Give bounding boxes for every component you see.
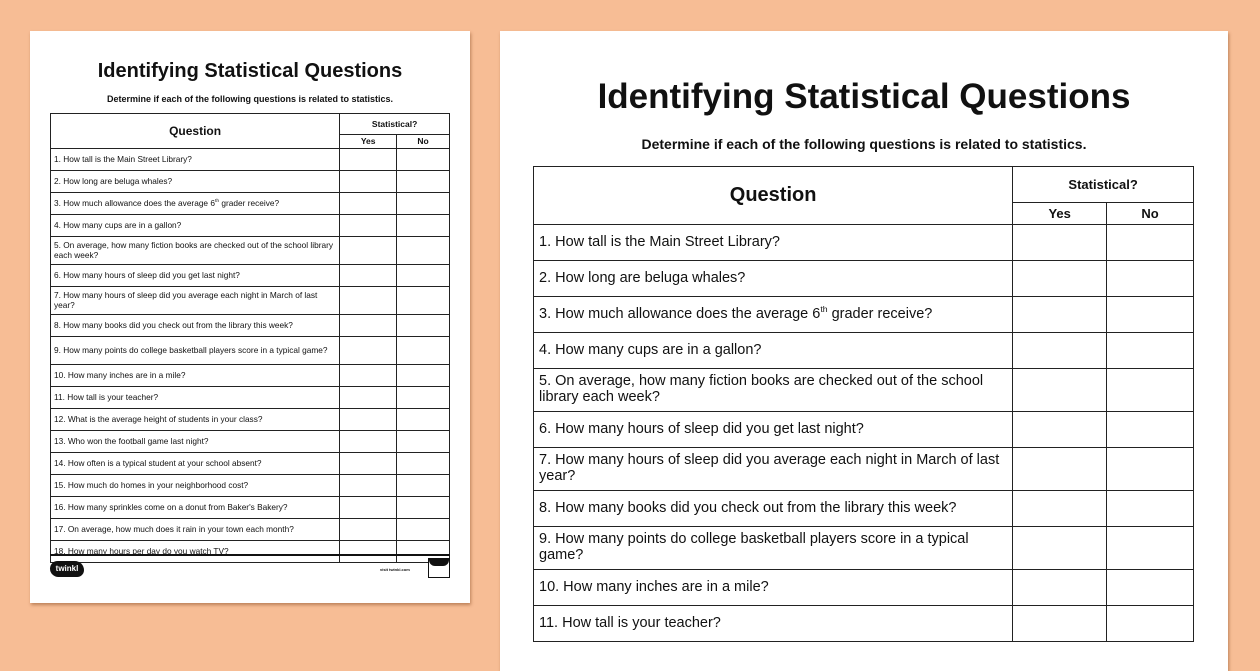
- question-text: 8. How many books did you check out from the library this week?: [534, 491, 1013, 527]
- question-row: [534, 491, 1194, 527]
- no-answer-cell[interactable]: [397, 519, 450, 541]
- yes-answer-cell[interactable]: [340, 149, 397, 171]
- questions-table: [50, 113, 450, 563]
- no-answer-cell[interactable]: [1107, 333, 1194, 369]
- no-answer-cell[interactable]: [397, 365, 450, 387]
- yes-answer-cell[interactable]: [340, 453, 397, 475]
- no-answer-cell[interactable]: [397, 431, 450, 453]
- no-answer-cell[interactable]: [397, 453, 450, 475]
- question-text: 16. How many sprinkles come on a donut from Baker's Bakery?: [51, 497, 340, 519]
- footer-divider: [50, 554, 450, 556]
- question-text: 14. How often is a typical student at your school absent?: [51, 453, 340, 475]
- question-text-part: grader receive?: [219, 197, 280, 208]
- question-row: [534, 527, 1194, 570]
- no-answer-cell[interactable]: [397, 193, 450, 215]
- question-text: 10. How many inches are in a mile?: [51, 365, 340, 387]
- question-text: 1. How tall is the Main Street Library?: [534, 225, 1013, 261]
- question-row: [51, 453, 450, 475]
- ordinal-suffix: th: [214, 198, 220, 205]
- question-column-header: Question: [534, 167, 1013, 225]
- no-answer-cell[interactable]: [397, 215, 450, 237]
- yes-answer-cell[interactable]: [340, 337, 397, 365]
- question-row: [534, 297, 1194, 333]
- questions-table: [533, 166, 1194, 642]
- question-row: [534, 448, 1194, 491]
- question-row: [51, 431, 450, 453]
- statistical-column-header: Statistical?: [1013, 167, 1194, 203]
- question-row: [51, 475, 450, 497]
- no-answer-cell[interactable]: [1107, 448, 1194, 491]
- ordinal-suffix: th: [820, 303, 828, 314]
- question-text: 5. On average, how many fiction books are checked out of the school library each week?: [51, 237, 340, 265]
- yes-answer-cell[interactable]: [340, 387, 397, 409]
- question-row: [51, 387, 450, 409]
- yes-answer-cell[interactable]: [340, 365, 397, 387]
- question-text: 11. How tall is your teacher?: [534, 606, 1013, 642]
- question-text: 4. How many cups are in a gallon?: [534, 333, 1013, 369]
- worksheet-title: Identifying Statistical Questions: [597, 77, 1131, 116]
- yes-answer-cell[interactable]: [1013, 570, 1107, 606]
- yes-answer-cell[interactable]: [340, 265, 397, 287]
- worksheet-instructions: Determine if each of the following questions is related to statistics.: [641, 136, 1087, 152]
- question-text: 6. How many hours of sleep did you get last night?: [51, 265, 340, 287]
- question-text: 11. How tall is your teacher?: [51, 387, 340, 409]
- question-row: [534, 606, 1194, 642]
- yes-answer-cell[interactable]: [340, 541, 397, 563]
- question-row: [51, 315, 450, 337]
- yes-answer-cell[interactable]: [1013, 225, 1107, 261]
- question-text: 9. How many points do college basketball players score in a typical game?: [51, 337, 340, 365]
- no-answer-cell[interactable]: [1107, 412, 1194, 448]
- no-answer-cell[interactable]: [1107, 225, 1194, 261]
- yes-answer-cell[interactable]: [340, 171, 397, 193]
- question-text: 5. On average, how many fiction books are checked out of the school library each week?: [534, 369, 1013, 412]
- no-answer-cell[interactable]: [397, 315, 450, 337]
- question-row: [51, 337, 450, 365]
- question-row: [534, 225, 1194, 261]
- question-text: 1. How tall is the Main Street Library?: [51, 149, 340, 171]
- worksheet-title: Identifying Statistical Questions: [97, 60, 403, 82]
- no-column-header: No: [397, 134, 450, 148]
- quality-badge-icon: [428, 558, 450, 578]
- question-row: [51, 171, 450, 193]
- yes-column-header: Yes: [340, 134, 397, 148]
- question-rows: [534, 225, 1194, 642]
- worksheet-page-enlarged: [500, 31, 1228, 671]
- yes-answer-cell[interactable]: [340, 237, 397, 265]
- question-row: [51, 215, 450, 237]
- no-answer-cell[interactable]: [1107, 261, 1194, 297]
- no-answer-cell[interactable]: [397, 337, 450, 365]
- worksheet-instructions: Determine if each of the following questions is related to statistics.: [106, 94, 394, 104]
- question-row: [534, 261, 1194, 297]
- no-answer-cell[interactable]: [1107, 297, 1194, 333]
- no-answer-cell[interactable]: [397, 387, 450, 409]
- no-column-header: No: [1107, 202, 1194, 224]
- yes-answer-cell[interactable]: [340, 315, 397, 337]
- question-row: [51, 365, 450, 387]
- question-text: [51, 193, 340, 215]
- yes-answer-cell[interactable]: [340, 215, 397, 237]
- question-text: 6. How many hours of sleep did you get last night?: [534, 412, 1013, 448]
- question-text: 4. How many cups are in a gallon?: [51, 215, 340, 237]
- yes-answer-cell[interactable]: [340, 193, 397, 215]
- question-row: [51, 237, 450, 265]
- yes-answer-cell[interactable]: [340, 497, 397, 519]
- worksheet-page-thumbnail: [30, 31, 470, 603]
- yes-answer-cell[interactable]: [1013, 297, 1107, 333]
- question-text: 17. On average, how much does it rain in your town each month?: [51, 519, 340, 541]
- question-text-part: grader receive?: [827, 305, 933, 322]
- question-column-header: Question: [51, 114, 340, 149]
- question-text: 9. How many points do college basketball players score in a typical game?: [534, 527, 1013, 570]
- statistical-column-header: Statistical?: [340, 114, 450, 135]
- no-answer-cell[interactable]: [397, 287, 450, 315]
- question-text: 7. How many hours of sleep did you average each night in March of last year?: [51, 287, 340, 315]
- no-answer-cell[interactable]: [397, 497, 450, 519]
- question-row: [51, 149, 450, 171]
- yes-answer-cell[interactable]: [1013, 491, 1107, 527]
- no-answer-cell[interactable]: [397, 171, 450, 193]
- question-text: 7. How many hours of sleep did you average each night in March of last year?: [534, 448, 1013, 491]
- yes-answer-cell[interactable]: [1013, 448, 1107, 491]
- question-row: [51, 409, 450, 431]
- question-row: [534, 333, 1194, 369]
- yes-answer-cell[interactable]: [340, 475, 397, 497]
- question-text: 18. How many hours per day do you watch TV?: [51, 541, 340, 563]
- no-answer-cell[interactable]: [397, 149, 450, 171]
- question-text: 2. How long are beluga whales?: [534, 261, 1013, 297]
- question-row: [51, 541, 450, 563]
- question-text: 8. How many books did you check out from the library this week?: [51, 315, 340, 337]
- yes-answer-cell[interactable]: [1013, 606, 1107, 642]
- no-answer-cell[interactable]: [397, 475, 450, 497]
- question-text: 10. How many inches are in a mile?: [534, 570, 1013, 606]
- question-text-part: 3. How much allowance does the average 6: [54, 197, 215, 208]
- yes-answer-cell[interactable]: [340, 287, 397, 315]
- no-answer-cell[interactable]: [397, 265, 450, 287]
- question-text: [534, 297, 1013, 333]
- question-row: [534, 570, 1194, 606]
- question-text: 13. Who won the football game last night?: [51, 431, 340, 453]
- question-row: [51, 265, 450, 287]
- yes-answer-cell[interactable]: [1013, 333, 1107, 369]
- no-answer-cell[interactable]: [1107, 527, 1194, 570]
- yes-answer-cell[interactable]: [1013, 369, 1107, 412]
- yes-answer-cell[interactable]: [1013, 261, 1107, 297]
- no-answer-cell[interactable]: [397, 409, 450, 431]
- no-answer-cell[interactable]: [1107, 570, 1194, 606]
- question-text: 2. How long are beluga whales?: [51, 171, 340, 193]
- no-answer-cell[interactable]: [1107, 606, 1194, 642]
- question-rows: [51, 149, 450, 563]
- question-text-part: 3. How much allowance does the average 6: [539, 305, 821, 322]
- visit-website-text: visit twinkl.com: [380, 567, 410, 572]
- yes-column-header: Yes: [1013, 202, 1107, 224]
- question-text: 12. What is the average height of students in your class?: [51, 409, 340, 431]
- question-row: [534, 369, 1194, 412]
- yes-answer-cell[interactable]: [340, 519, 397, 541]
- question-row: [51, 193, 450, 215]
- no-answer-cell[interactable]: [1107, 491, 1194, 527]
- yes-answer-cell[interactable]: [340, 409, 397, 431]
- question-row: [51, 519, 450, 541]
- question-text: 15. How much do homes in your neighborhood cost?: [51, 475, 340, 497]
- yes-answer-cell[interactable]: [1013, 527, 1107, 570]
- question-row: [51, 287, 450, 315]
- twinkl-logo: twinkl: [50, 561, 84, 577]
- no-answer-cell[interactable]: [1107, 369, 1194, 412]
- no-answer-cell[interactable]: [397, 237, 450, 265]
- yes-answer-cell[interactable]: [1013, 412, 1107, 448]
- yes-answer-cell[interactable]: [340, 431, 397, 453]
- question-row: [534, 412, 1194, 448]
- question-row: [51, 497, 450, 519]
